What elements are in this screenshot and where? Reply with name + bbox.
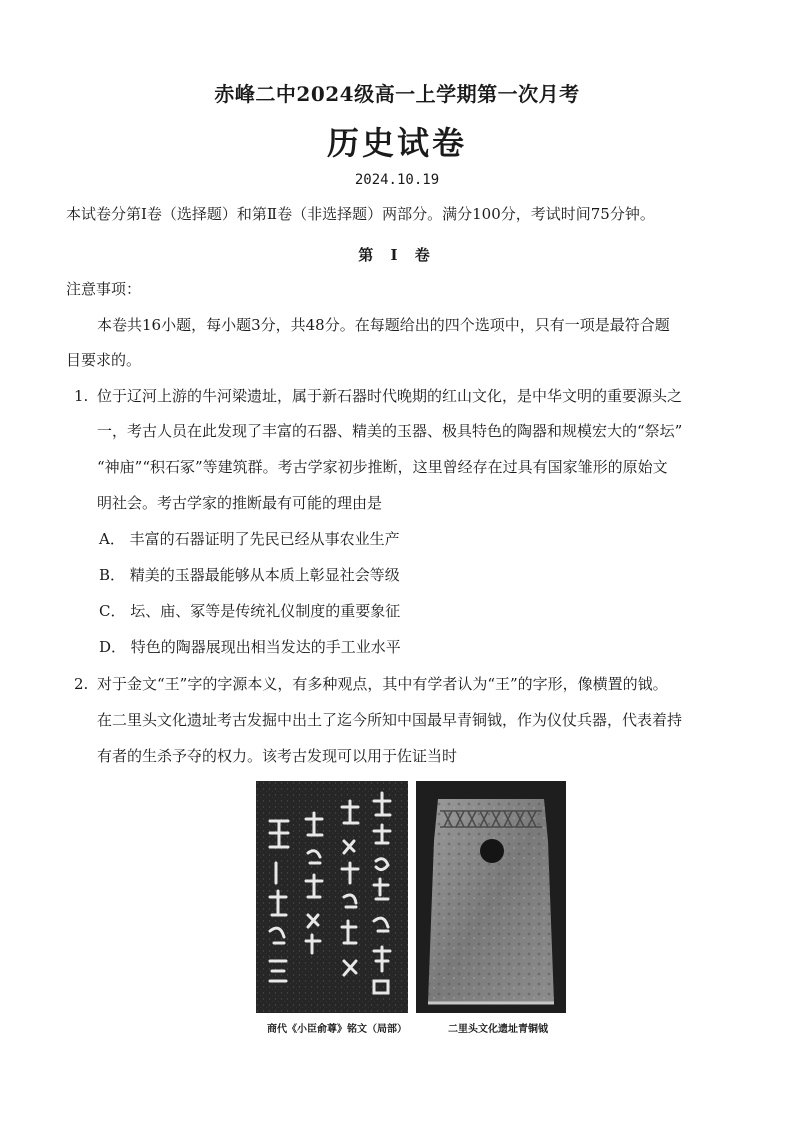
question-number: 1.: [74, 387, 89, 405]
intro-text: 本试卷分第Ⅰ卷（选择题）和第Ⅱ卷（非选择题）两部分。满分100分，考试时间75分钟。: [66, 205, 655, 223]
question-line: 明社会。考古学家的推断最有可能的理由是: [97, 494, 383, 512]
question-number: 2.: [74, 675, 89, 693]
question-line: 在二里头文化遗址考古发掘中出土了迄今所知中国最早青铜钺，作为仪仗兵器，代表着持: [97, 711, 683, 729]
question-line: 位于辽河上游的牛河梁遗址，属于新石器时代晚期的红山文化，是中华文明的重要源头之: [97, 387, 683, 405]
section-title: 第 Ⅰ 卷: [358, 246, 436, 264]
figure-caption-left: 商代《小臣俞尊》铭文（局部）: [267, 1024, 407, 1035]
instruction-line: 本卷共16小题，每小题3分，共48分。在每题给出的四个选项中，只有一项是最符合题: [97, 316, 670, 334]
question-line: 一，考古人员在此发现了丰富的石器、精美的玉器、极具特色的陶器和规模宏大的“祭坛”: [97, 422, 683, 440]
option-a: A． 丰富的石器证明了先民已经从事农业生产: [99, 530, 400, 548]
option-b: B． 精美的玉器最能够从本质上彰显社会等级: [99, 566, 400, 584]
exam-title: 赤峰二中2024级高一上学期第一次月考: [214, 82, 580, 106]
notice-label: 注意事项：: [66, 280, 142, 298]
question-line: 有者的生杀予夺的权力。该考古发现可以用于佐证当时: [97, 747, 458, 765]
bronze-yue-axe-image: [416, 781, 566, 1013]
question-line: 对于金文“王”字的字源本义，有多种观点，其中有学者认为“王”的字形，像横置的钺。: [97, 675, 668, 693]
subject-title: 历史试卷: [326, 124, 467, 162]
question-line: “神庙”“积石冢”等建筑群。考古学家初步推断，这里曾经存在过具有国家雏形的原始文: [97, 458, 668, 476]
inscription-rubbing-image: [256, 781, 408, 1013]
exam-date: 2024.10.19: [354, 172, 440, 188]
instruction-line: 目要求的。: [66, 351, 142, 369]
option-d: D． 特色的陶器展现出相当发达的手工业水平: [99, 638, 401, 656]
option-c: C． 坛、庙、冢等是传统礼仪制度的重要象征: [99, 602, 401, 620]
figure-caption-right: 二里头文化遗址青铜钺: [448, 1024, 548, 1035]
